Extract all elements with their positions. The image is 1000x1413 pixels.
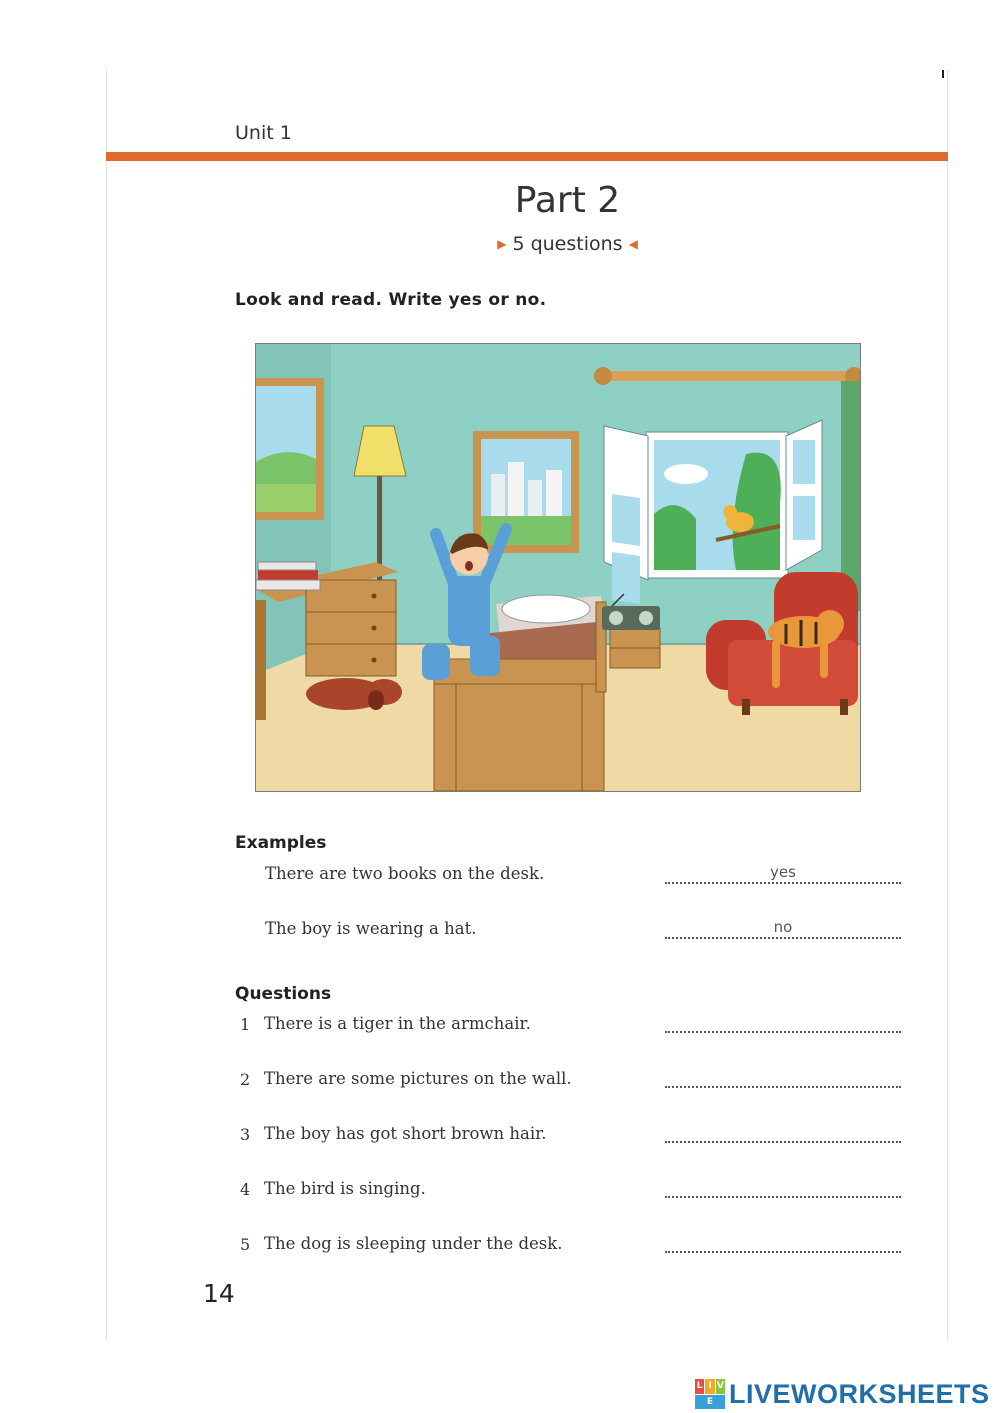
question-3-number: 3 xyxy=(240,1125,251,1144)
triangle-left-icon: ◀ xyxy=(628,237,638,251)
question-5-answer-field[interactable] xyxy=(665,1231,901,1253)
question-4-answer-field[interactable] xyxy=(665,1176,901,1198)
books xyxy=(256,562,320,590)
instruction: Look and read. Write yes or no. xyxy=(235,290,547,310)
example-1-answer xyxy=(665,862,901,884)
question-1-answer-field[interactable] xyxy=(665,1011,901,1033)
header-rule xyxy=(106,152,948,161)
questions-heading: Questions xyxy=(235,984,332,1004)
example-1-answer-text: yes xyxy=(770,863,796,881)
edge-mark xyxy=(942,70,944,78)
example-2-answer xyxy=(665,917,901,939)
triangle-right-icon: ▶ xyxy=(497,237,507,251)
question-1-number: 1 xyxy=(240,1015,251,1034)
question-count-label: 5 questions xyxy=(512,233,623,255)
question-4-number: 4 xyxy=(240,1180,251,1199)
question-count xyxy=(0,233,1000,255)
logo-letter-4: E xyxy=(695,1395,725,1410)
logo-letter-1: L xyxy=(695,1379,704,1394)
part-title: Part 2 xyxy=(514,180,621,221)
examples-heading: Examples xyxy=(235,833,327,853)
left-window xyxy=(256,378,324,520)
question-3-text: The boy has got short brown hair. xyxy=(264,1124,547,1143)
logo-letter-2: I xyxy=(705,1379,714,1394)
question-3-answer-field[interactable] xyxy=(665,1121,901,1143)
example-1-text: There are two books on the desk. xyxy=(265,864,545,883)
logo-letter-3: V xyxy=(716,1379,725,1394)
question-2-number: 2 xyxy=(240,1070,251,1089)
question-2-text: There are some pictures on the wall. xyxy=(264,1069,572,1088)
page-number: 14 xyxy=(203,1279,235,1308)
curtain-rod xyxy=(600,371,856,381)
bedroom-illustration xyxy=(255,343,861,792)
pillow xyxy=(502,595,590,623)
question-2-answer-field[interactable] xyxy=(665,1066,901,1088)
question-4-text: The bird is singing. xyxy=(264,1179,426,1198)
bedroom-scene xyxy=(256,344,860,791)
unit-label: Unit 1 xyxy=(235,122,292,144)
example-2-answer-text: no xyxy=(773,918,793,936)
wall-picture xyxy=(473,431,579,553)
question-5-number: 5 xyxy=(240,1235,251,1254)
question-1-text: There is a tiger in the armchair. xyxy=(264,1014,531,1033)
example-2-text: The boy is wearing a hat. xyxy=(265,919,477,938)
liveworksheets-name: LIVEWORKSHEETS xyxy=(729,1378,990,1409)
question-5-text: The dog is sleeping under the desk. xyxy=(264,1234,563,1253)
liveworksheets-logo-icon xyxy=(695,1379,725,1409)
liveworksheets-brand[interactable] xyxy=(695,1377,990,1411)
